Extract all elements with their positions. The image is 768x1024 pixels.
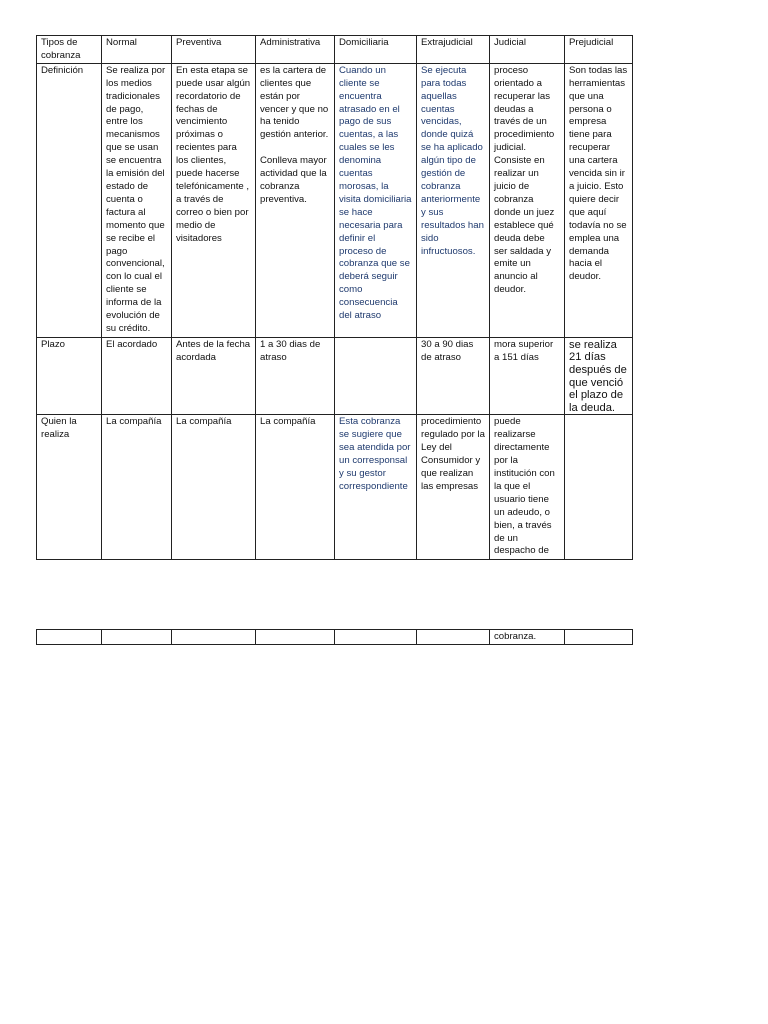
cell-plazo-judicial: mora superior a 151 días xyxy=(490,337,565,415)
cont-cell-normal xyxy=(102,630,172,645)
cell-definicion-domiciliaria: Cuando un cliente se encuentra atrasado en el pago de sus cuentas, a las cuales se les denomina cuentas morosas, la visita domiciliaria se hace necesaria para definir el proceso de cobranza que se deberá seguir como consecuencia del atraso xyxy=(335,63,417,337)
cell-plazo-administrativa: 1 a 30 dias de atraso xyxy=(256,337,335,415)
cell-definicion-prejudicial: Son todas las herramientas que una persona o empresa tiene para recuperar una cartera vencida sin ir a juicio. Esto quiere decir que aquí todavía no se emplea una demanda hacia el deudor. xyxy=(565,63,633,337)
header-cell-preventiva: Preventiva xyxy=(172,36,256,64)
cell-quien-preventiva: La compañía xyxy=(172,415,256,560)
cell-definicion-judicial: proceso orientado a recuperar las deudas a través de un procedimiento judicial. Consiste en realizar un juicio de cobranza donde un juez establece qué deuda debe ser saldada y emite un anuncio al deudor. xyxy=(490,63,565,337)
cell-quien-domiciliaria: Esta cobranza se sugiere que sea atendida por un corresponsal y su gestor correspondiente xyxy=(335,415,417,560)
cell-quien-judicial: puede realizarse directamente por la institución con la que el usuario tiene un adeudo, o bien, a través de un despacho de xyxy=(490,415,565,560)
row-definicion xyxy=(37,63,633,337)
row-plazo xyxy=(37,337,633,415)
cell-plazo-domiciliaria xyxy=(335,337,417,415)
header-cell-domiciliaria: Domiciliaria xyxy=(335,36,417,64)
cont-cell-preventiva xyxy=(172,630,256,645)
cell-quien-prejudicial xyxy=(565,415,633,560)
cell-quien-extrajudicial: procedimiento regulado por la Ley del Consumidor y que realizan las empresas xyxy=(417,415,490,560)
row-label-definicion: Definición xyxy=(37,63,102,337)
cell-plazo-normal: El acordado xyxy=(102,337,172,415)
cont-cell-prejudicial xyxy=(565,630,633,645)
cell-plazo-extrajudicial: 30 a 90 dias de atraso xyxy=(417,337,490,415)
header-cell-judicial: Judicial xyxy=(490,36,565,64)
cont-cell-administrativa xyxy=(256,630,335,645)
header-cell-normal: Normal xyxy=(102,36,172,64)
cont-cell-domiciliaria xyxy=(335,630,417,645)
continuation-row xyxy=(37,630,633,645)
row-label-plazo: Plazo xyxy=(37,337,102,415)
cell-definicion-preventiva: En esta etapa se puede usar algún recordatorio de fechas de vencimiento próximas o recientes para los clientes, puede hacerse telefónicamente , a través de correo o bien por medio de visitadores xyxy=(172,63,256,337)
cell-quien-administrativa: La compañía xyxy=(256,415,335,560)
cell-plazo-prejudicial: se realiza 21 días después de que venció el plazo de la deuda. xyxy=(565,337,633,415)
row-quien xyxy=(37,415,633,560)
cont-cell-extrajudicial xyxy=(417,630,490,645)
row-label-quien: Quien la realiza xyxy=(37,415,102,560)
cont-cell-judicial: cobranza. xyxy=(490,630,565,645)
cell-plazo-preventiva: Antes de la fecha acordada xyxy=(172,337,256,415)
header-cell-prejudicial: Prejudicial xyxy=(565,36,633,64)
cobranza-table xyxy=(36,35,633,560)
cell-definicion-administrativa: es la cartera de clientes que están por vencer y que no ha tenido gestión anterior. Conlleva mayor actividad que la cobranza preventiva. xyxy=(256,63,335,337)
cell-definicion-normal: Se realiza por los medios tradicionales de pago, entre los mecanismos que se usan se encuentra la emisión del estado de cuenta o factura al momento que se recibe el pago convencional, con lo cual el cliente se informa de la evolución de su crédito. xyxy=(102,63,172,337)
cont-cell-label xyxy=(37,630,102,645)
cell-quien-normal: La compañía xyxy=(102,415,172,560)
cobranza-table-continuation xyxy=(36,629,633,645)
header-cell-administrativa: Administrativa xyxy=(256,36,335,64)
header-cell-tipos: Tipos de cobranza xyxy=(37,36,102,64)
header-cell-extrajudicial: Extrajudicial xyxy=(417,36,490,64)
header-row xyxy=(37,36,633,64)
cell-definicion-extrajudicial: Se ejecuta para todas aquellas cuentas vencidas, donde quizá se ha aplicado algún tipo de gestión de cobranza anteriormente y sus resultados han sido infructuosos. xyxy=(417,63,490,337)
